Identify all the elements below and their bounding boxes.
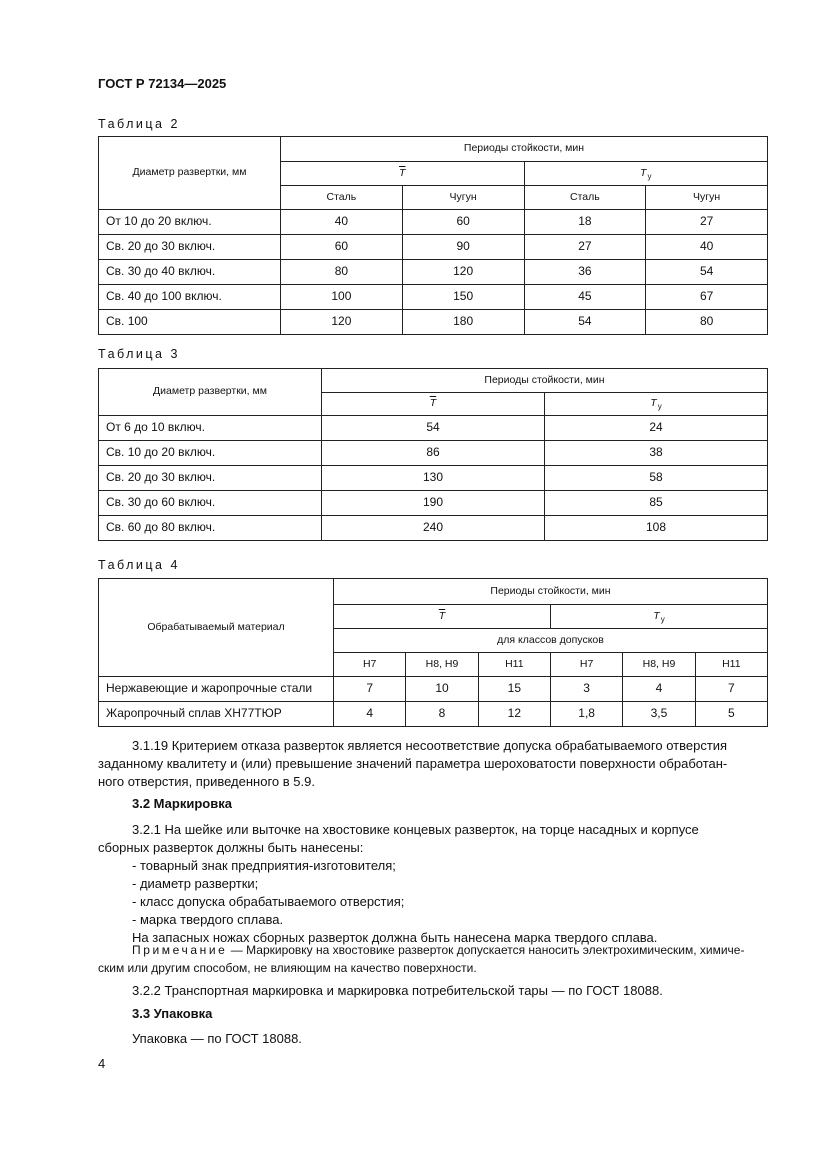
- table-row: [99, 416, 768, 441]
- row-label: Св. 10 до 20 включ.: [99, 441, 322, 466]
- table-cell: 54: [524, 310, 646, 335]
- row-label: Св. 30 до 40 включ.: [99, 260, 281, 285]
- table-cell: 27: [524, 235, 646, 260]
- table-cell: 150: [402, 285, 524, 310]
- table-cell: 3,5: [623, 702, 695, 727]
- table-row: [99, 702, 768, 727]
- list-item: - диаметр развертки;: [132, 876, 259, 891]
- note-block: [98, 941, 768, 977]
- table4-classes-header: для классов допусков: [334, 629, 768, 653]
- table2-subheader: Сталь: [281, 186, 403, 210]
- table-cell: 1,8: [550, 702, 622, 727]
- note-prefix: Примечание: [132, 943, 228, 957]
- text-line: сборных разверток должны быть нанесены:: [98, 840, 364, 855]
- table-row: [99, 516, 768, 541]
- table3-period-header: Периоды стойкости, мин: [322, 369, 768, 393]
- document-header: ГОСТ Р 72134—2025: [98, 76, 227, 91]
- row-label: Св. 100: [99, 310, 281, 335]
- table-cell: 54: [646, 260, 768, 285]
- table-cell: 38: [545, 441, 768, 466]
- section-heading: 3.3 Упаковка: [132, 1006, 213, 1021]
- table-cell: 7: [334, 677, 406, 702]
- note-line: ским или другим способом, не влияющим на качество поверхности.: [98, 961, 477, 975]
- table4-caption: Таблица 4: [98, 558, 180, 572]
- list-item: - товарный знак предприятия-изготовителя;: [132, 858, 396, 873]
- table-cell: 45: [524, 285, 646, 310]
- table-cell: 3: [550, 677, 622, 702]
- table2-sym-t: $\overline{T}$: [399, 166, 406, 179]
- table-cell: 40: [281, 210, 403, 235]
- text-line: На запасных ножах сборных разверток должна быть нанесена марка твердого сплава.: [132, 930, 658, 945]
- row-label: Св. 30 до 60 включ.: [99, 491, 322, 516]
- table-row: [99, 441, 768, 466]
- text-line: 3.2.1 На шейке или выточке на хвостовике концевых разверток, на торце насадных и корпусе: [132, 822, 699, 837]
- row-label: Св. 60 до 80 включ.: [99, 516, 322, 541]
- row-label: От 6 до 10 включ.: [99, 416, 322, 441]
- table4: [98, 578, 768, 727]
- table-cell: 67: [646, 285, 768, 310]
- table-row: [99, 310, 768, 335]
- note-text: — Маркировку на хвостовике разверток допускается наносить электрохимическим, химиче-: [227, 943, 745, 957]
- row-label: Нержавеющие и жаропрочные стали: [99, 677, 334, 702]
- table-cell: 85: [545, 491, 768, 516]
- table3-sym-t: $\overline{T}$: [429, 397, 437, 410]
- row-label: Св. 40 до 100 включ.: [99, 285, 281, 310]
- table-cell: 60: [402, 210, 524, 235]
- table-cell: 60: [281, 235, 403, 260]
- table-cell: 108: [545, 516, 768, 541]
- table-row: [99, 677, 768, 702]
- row-label: От 10 до 20 включ.: [99, 210, 281, 235]
- row-label: Св. 20 до 30 включ.: [99, 466, 322, 491]
- paragraph-3-3: [98, 1030, 768, 1048]
- table-cell: 24: [545, 416, 768, 441]
- table2: [98, 136, 768, 335]
- table-cell: 4: [623, 677, 695, 702]
- table-cell: 36: [524, 260, 646, 285]
- table-cell: 120: [402, 260, 524, 285]
- paragraph-3-2-1: [98, 821, 768, 947]
- table-cell: 80: [281, 260, 403, 285]
- table-cell: 8: [406, 702, 478, 727]
- table-cell: 180: [402, 310, 524, 335]
- table3-sym-ty: T: [650, 397, 657, 410]
- table-cell: 7: [695, 677, 767, 702]
- table-cell: 190: [322, 491, 545, 516]
- table-row: [99, 210, 768, 235]
- table2-sym-ty-sub: у: [647, 171, 652, 181]
- table-row: [99, 285, 768, 310]
- table4-class-header: H7: [550, 653, 622, 677]
- table4-sym-ty: T: [653, 609, 660, 622]
- note-line: [98, 941, 768, 959]
- table-cell: 4: [334, 702, 406, 727]
- table2-subheader: Сталь: [524, 186, 646, 210]
- table-row: [99, 491, 768, 516]
- table4-sym-ty-sub: у: [660, 614, 665, 624]
- table4-class-header: H8, H9: [406, 653, 478, 677]
- list-item: - класс допуска обрабатываемого отверстия;: [132, 894, 405, 909]
- table4-period-header: Периоды стойкости, мин: [334, 579, 768, 605]
- row-label: Жаропрочный сплав ХН77ТЮР: [99, 702, 334, 727]
- table4-class-header: H11: [478, 653, 550, 677]
- table-cell: 58: [545, 466, 768, 491]
- table-cell: 80: [646, 310, 768, 335]
- table-row: [99, 235, 768, 260]
- table2-sym-ty: T: [640, 166, 647, 179]
- table-cell: 18: [524, 210, 646, 235]
- table-cell: 120: [281, 310, 403, 335]
- paragraph-3-1-19: [98, 737, 768, 791]
- text-line: Упаковка — по ГОСТ 18088.: [132, 1031, 302, 1046]
- table-cell: 15: [478, 677, 550, 702]
- table-cell: 5: [695, 702, 767, 727]
- table-cell: 12: [478, 702, 550, 727]
- table-cell: 240: [322, 516, 545, 541]
- text-line: 3.2.2 Транспортная маркировка и маркировка потребительской тары — по ГОСТ 18088.: [132, 983, 663, 998]
- section-3-3: [98, 1005, 768, 1023]
- row-label: Св. 20 до 30 включ.: [99, 235, 281, 260]
- table2-subheader: Чугун: [646, 186, 768, 210]
- table-cell: 40: [646, 235, 768, 260]
- table-cell: 27: [646, 210, 768, 235]
- section-3-2: [98, 795, 768, 813]
- table3-caption: Таблица 3: [98, 347, 180, 361]
- table2-caption: Таблица 2: [98, 117, 180, 131]
- table-row: [99, 260, 768, 285]
- table4-class-header: H8, H9: [623, 653, 695, 677]
- table3-diam-header: Диаметр развертки, мм: [99, 369, 322, 416]
- table2-subheader: Чугун: [402, 186, 524, 210]
- table2-diam-header: Диаметр развертки, мм: [99, 137, 281, 210]
- table3: [98, 368, 768, 541]
- table-cell: 10: [406, 677, 478, 702]
- table4-class-header: H11: [695, 653, 767, 677]
- table-cell: 100: [281, 285, 403, 310]
- table-cell: 86: [322, 441, 545, 466]
- paragraph-3-2-2: [98, 982, 768, 1000]
- section-heading: 3.2 Маркировка: [132, 796, 232, 811]
- text-line: ного отверстия, приведенного в 5.9.: [98, 774, 315, 789]
- text-line: заданному квалитету и (или) превышение значений параметра шероховатости поверхности обработан-: [98, 756, 728, 771]
- table4-material-header: Обрабатываемый материал: [99, 579, 334, 677]
- table-cell: 54: [322, 416, 545, 441]
- text-line: 3.1.19 Критерием отказа разверток является несоответствие допуска обрабатываемого отверстия: [132, 738, 728, 753]
- table2-period-header: Периоды стойкости, мин: [281, 137, 768, 162]
- table-row: [99, 466, 768, 491]
- list-item: - марка твердого сплава.: [132, 912, 284, 927]
- table3-sym-ty-sub: у: [657, 402, 662, 412]
- table-cell: 90: [402, 235, 524, 260]
- table4-sym-t: $\overline{T}$: [438, 609, 446, 622]
- table4-class-header: H7: [334, 653, 406, 677]
- table-cell: 130: [322, 466, 545, 491]
- page-number: 4: [98, 1056, 106, 1071]
